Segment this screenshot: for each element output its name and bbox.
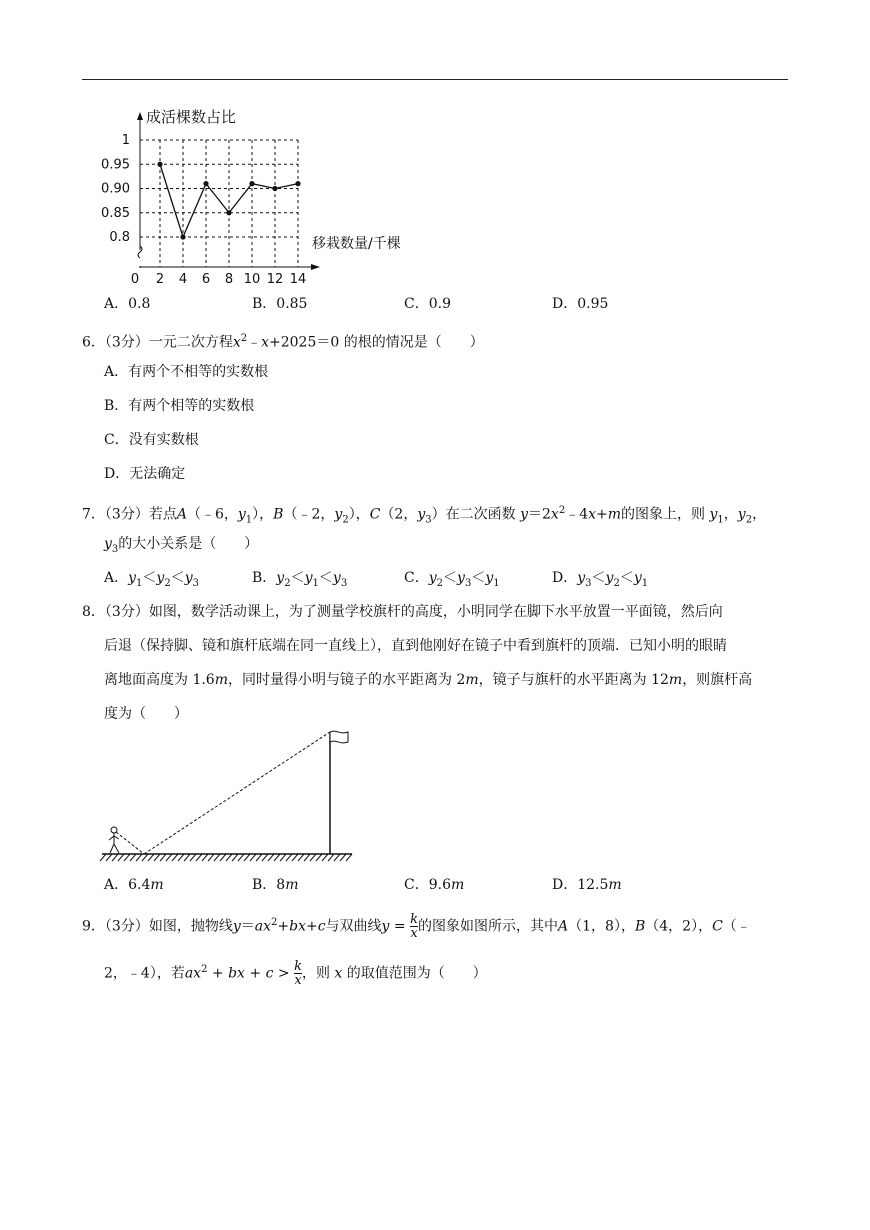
q7-option-a[interactable]: A．$y_1<y_2<y_3$ — [104, 570, 200, 589]
data-point — [226, 210, 231, 215]
q7-stem-line1: 7．（3分）若点A（﹣6，$y_1$），B（﹣2，$y_2$），C（2，$y_3$）在二次函数 $y=2x^2﹣4x+m$的图象上，则 $y_1$，$y_2$， — [82, 505, 767, 526]
y-tick-label: 0.85 — [101, 205, 130, 221]
sight-line-eye-to-mirror — [116, 832, 144, 854]
q8-stem-line4: 度为（ ） — [104, 706, 188, 722]
q5-option-b[interactable]: B．0.85 — [252, 296, 308, 312]
q8-option-d[interactable]: D．12.5m — [552, 877, 622, 893]
x-tick-label: 10 — [243, 272, 261, 287]
data-point — [295, 181, 300, 186]
q6-option-a[interactable]: A．有两个不相等的实数根 — [104, 364, 269, 380]
line-chart — [100, 100, 430, 290]
q7-option-b[interactable]: B．$y_2<y_1<y_3$ — [252, 570, 348, 589]
x-axis-arrow — [311, 264, 320, 270]
q8-option-a[interactable]: A．6.4m — [104, 877, 164, 893]
q8-option-b[interactable]: B．8m — [252, 877, 299, 893]
x-tick-label: 2 — [155, 272, 165, 287]
q5-option-d[interactable]: D．0.95 — [552, 296, 609, 312]
data-point — [249, 181, 254, 186]
q8-stem-line3: 离地面高度为 1.6m，同时量得小明与镜子的水平距离为 2m，镜子与旗杆的水平距离为 12m，则旗杆高 — [104, 672, 753, 688]
x-axis-title: 移栽数量/千棵 — [312, 236, 401, 252]
q7-option-d[interactable]: D．$y_3<y_2<y_1$ — [552, 570, 649, 589]
data-point — [180, 234, 185, 239]
x-tick-label: 4 — [178, 272, 188, 287]
q5-option-c[interactable]: C．0.9 — [404, 296, 451, 312]
q8-stem-line1: 8．（3分）如图，数学活动课上，为了测量学校旗杆的高度，小明同学在脚下水平放置一平面镜，然后向 — [82, 604, 723, 620]
q5-option-a[interactable]: A．0.8 — [104, 296, 151, 312]
y-tick-label: 1 — [121, 133, 130, 148]
y-tick-label: 0.95 — [101, 157, 130, 173]
sight-line-mirror-to-flag — [144, 732, 330, 854]
data-point — [203, 181, 208, 186]
q8-stem-line2: 后退（保持脚、镜和旗杆底端在同一直线上），直到他刚好在镜子中看到旗杆的顶端．已知小明的眼睛 — [104, 638, 727, 654]
q6-option-b[interactable]: B．有两个相等的实数根 — [104, 398, 255, 414]
data-point — [157, 162, 162, 167]
q9-stem-line1: 9．（3分）如图，抛物线$y=ax^2+bx+c$与双曲线y = $\frac{k}{x}$ 的图象如图所示，其中A（1，8），B（4，2），C（﹣ — [82, 912, 751, 942]
person-figure — [109, 827, 119, 853]
header-rule — [82, 79, 788, 80]
y-tick-label: 0.90 — [101, 181, 130, 197]
flagpole-figure — [98, 722, 358, 862]
q6-option-c[interactable]: C．没有实数根 — [104, 432, 199, 448]
flag — [330, 731, 348, 743]
x-tick-label: 0 — [130, 272, 140, 287]
q9-stem-line2: 2，﹣4），若$ax^2$ + bx + c > $\frac{k}{x}$ ，则 x 的取值范围为（ ） — [104, 959, 487, 989]
y-axis-title: 成活棵数占比 — [146, 108, 237, 126]
q6-option-d[interactable]: D．无法确定 — [104, 466, 186, 482]
q8-option-c[interactable]: C．9.6m — [404, 877, 465, 893]
x-tick-label: 8 — [224, 272, 234, 287]
x-tick-label: 12 — [266, 272, 284, 287]
q6-stem: 6．（3分）一元二次方程$x^2﹣x+2025=0$ 的根的情况是（ ） — [82, 333, 484, 351]
y-axis-arrow — [137, 112, 143, 120]
x-tick-label: 14 — [289, 272, 307, 287]
data-point — [272, 186, 277, 191]
x-tick-label: 6 — [201, 272, 211, 287]
y-tick-label: 0.8 — [109, 230, 130, 245]
ground-hatching — [100, 854, 352, 861]
q7-option-c[interactable]: C．$y_2<y_3<y_1$ — [404, 570, 500, 589]
q7-stem-line2: $y_3$的大小关系是（ ） — [104, 536, 259, 555]
